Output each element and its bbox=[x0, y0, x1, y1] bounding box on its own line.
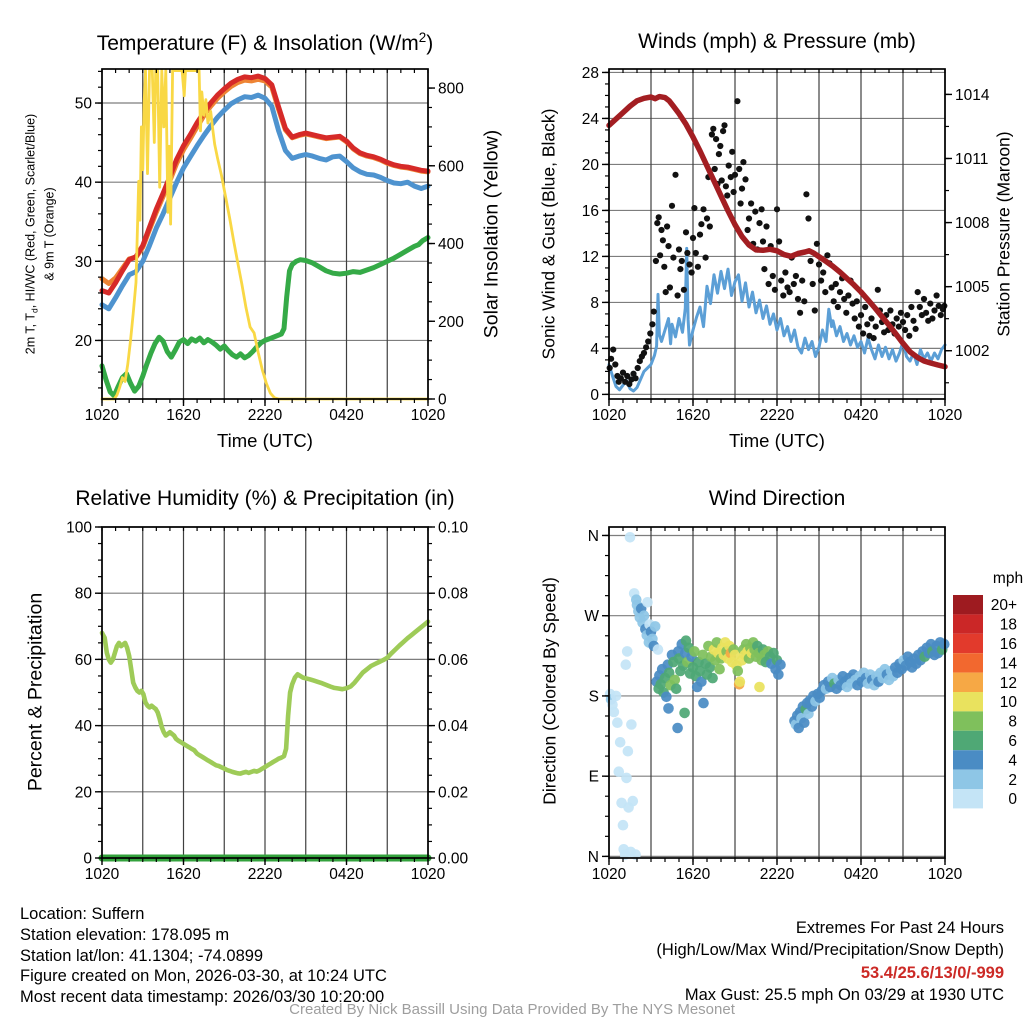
tick-label: 50 bbox=[74, 95, 92, 113]
humidity-panel-title: Relative Humidity (%) & Precipitation (in) bbox=[75, 487, 455, 510]
tick-label: 1620 bbox=[675, 407, 711, 424]
tick-label: 1005 bbox=[955, 279, 990, 297]
wind-direction-panel bbox=[584, 527, 962, 883]
tick-label: 8 bbox=[1008, 713, 1017, 731]
legend-title: mph bbox=[992, 570, 1024, 587]
tick-label: 30 bbox=[74, 253, 92, 271]
attribution: Created By Nick Bassill Using Data Provided By The NYS Mesonet bbox=[289, 1001, 735, 1018]
temperature-x-axis-label: Time (UTC) bbox=[217, 430, 313, 451]
tick-label: 1011 bbox=[955, 150, 989, 168]
tick-label: 1020 bbox=[591, 407, 627, 424]
tick-label: 1020 bbox=[927, 407, 963, 424]
tick-label: 40 bbox=[74, 174, 92, 192]
tick-label: 200 bbox=[438, 313, 464, 331]
temperature-y-axis-label bbox=[23, 114, 56, 354]
tick-label: 1020 bbox=[84, 407, 120, 424]
extremes-heading: Extremes For Past 24 Hours bbox=[795, 919, 1004, 937]
tick-label: 0 bbox=[438, 391, 447, 409]
tick-label: 1620 bbox=[675, 866, 711, 883]
tick-label: 0.02 bbox=[438, 784, 469, 802]
tick-label: 1008 bbox=[955, 215, 990, 233]
direction-panel-title: Wind Direction bbox=[708, 487, 846, 510]
tick-label: 2220 bbox=[759, 407, 795, 424]
tick-label: 600 bbox=[438, 158, 464, 176]
direction-y-axis-label: Direction (Colored By Speed) bbox=[539, 577, 560, 805]
tick-label: 0420 bbox=[843, 407, 879, 424]
recent-data-timestamp: Most recent data timestamp: 2026/03/30 10:20:00 bbox=[20, 988, 385, 1007]
humidity-precip-panel bbox=[66, 520, 468, 884]
tick-label: 16 bbox=[999, 636, 1017, 653]
tick-label: 2 bbox=[1008, 771, 1017, 789]
extremes-subheading: (High/Low/Max Wind/Precipitation/Snow Depth) bbox=[656, 941, 1004, 960]
tick-label: 1020 bbox=[84, 866, 120, 883]
temperature-title-text: Temperature (F) & Insolation (W/m bbox=[96, 32, 419, 55]
extremes-info bbox=[656, 917, 1004, 1006]
speed-colorbar bbox=[953, 595, 1017, 808]
tick-label: N bbox=[587, 848, 599, 866]
tick-label: 40 bbox=[74, 718, 92, 736]
max-gust-text: Max Gust: 25.5 mph On 03/29 at 1930 UTC bbox=[684, 985, 1004, 1004]
tick-label: 1020 bbox=[591, 866, 627, 883]
tick-label: 1002 bbox=[955, 343, 990, 361]
winds-pressure-panel bbox=[582, 65, 990, 424]
tick-label: 20+ bbox=[990, 597, 1017, 615]
tick-label: 18 bbox=[999, 616, 1017, 634]
tick-label: 20 bbox=[74, 332, 92, 350]
tick-label: 2220 bbox=[247, 866, 283, 883]
tick-label: 0.00 bbox=[438, 850, 469, 868]
tick-label: 4 bbox=[1008, 752, 1017, 770]
tick-label: 60 bbox=[74, 651, 92, 669]
tick-label: 1014 bbox=[955, 86, 990, 104]
figure-created-timestamp: Figure created on Mon, 2026-03-30, at 10:24 UTC bbox=[20, 967, 387, 986]
extremes-values: 53.4/25.6/13/0/-999 bbox=[860, 963, 1004, 982]
tick-label: 0.06 bbox=[438, 651, 469, 669]
tick-label: 100 bbox=[66, 519, 92, 537]
station-elevation: Station elevation: 178.095 m bbox=[20, 925, 230, 944]
station-location: Location: Suffern bbox=[20, 905, 145, 923]
station-info bbox=[20, 904, 387, 1008]
pressure-y-axis-label: Station Pressure (Maroon) bbox=[993, 131, 1014, 337]
tick-label: 0420 bbox=[329, 407, 364, 424]
tick-label: 80 bbox=[74, 585, 92, 603]
tick-label: 1620 bbox=[166, 866, 201, 883]
temperature-insolation-panel bbox=[75, 69, 464, 424]
temperature-y-axis-line1: 2m T, $T_d$, HI/WC (Red, Green, Scarlet/Blue) bbox=[23, 113, 40, 355]
tick-label: 12 bbox=[999, 674, 1017, 692]
winds-y-axis-label: Sonic Wind & Gust (Blue, Black) bbox=[538, 108, 559, 360]
tick-label: 0420 bbox=[843, 866, 879, 883]
winds-panel-title: Winds (mph) & Pressure (mb) bbox=[638, 30, 916, 53]
tick-label: 0.10 bbox=[438, 519, 469, 537]
tick-label: 20 bbox=[581, 156, 599, 174]
station-latlon: Station lat/lon: 41.1304; -74.0899 bbox=[20, 946, 264, 965]
tick-label: 28 bbox=[581, 64, 599, 82]
tick-label: 0.04 bbox=[438, 718, 469, 736]
temperature-title-close: ) bbox=[426, 32, 434, 55]
tick-label: 2220 bbox=[247, 407, 283, 424]
tick-label: 400 bbox=[438, 236, 464, 254]
tick-label: 20 bbox=[74, 784, 92, 802]
tick-label: 12 bbox=[581, 248, 599, 266]
tick-label: 4 bbox=[590, 340, 599, 358]
tick-label: 1620 bbox=[166, 407, 201, 424]
tick-label: S bbox=[588, 688, 599, 706]
winds-x-axis-label: Time (UTC) bbox=[729, 430, 825, 451]
tick-label: E bbox=[588, 768, 599, 786]
tick-label: 1020 bbox=[927, 866, 963, 883]
tick-label: 0 bbox=[83, 850, 92, 868]
tick-label: 16 bbox=[581, 202, 599, 220]
tick-label: 0420 bbox=[329, 866, 364, 883]
tick-label: W bbox=[584, 608, 599, 626]
tick-label: 10 bbox=[999, 694, 1017, 712]
temperature-panel-title bbox=[97, 30, 434, 56]
temperature-y-axis-line2: & 9m T (Orange) bbox=[42, 187, 57, 281]
tick-label: 0 bbox=[590, 386, 599, 404]
tick-label: 1020 bbox=[410, 407, 446, 424]
tick-label: 0.08 bbox=[438, 585, 469, 603]
insolation-y-axis-label: Solar Insolation (Yellow) bbox=[480, 129, 503, 339]
tick-label: 0 bbox=[1008, 791, 1017, 809]
tick-label: 14 bbox=[999, 655, 1017, 673]
temperature-title-sup: 2 bbox=[418, 30, 427, 45]
tick-label: N bbox=[587, 527, 599, 545]
tick-label: 6 bbox=[1008, 733, 1017, 750]
humidity-y-axis-label: Percent & Precipitation bbox=[24, 592, 47, 792]
tick-label: 2220 bbox=[759, 866, 795, 883]
tick-label: 24 bbox=[581, 110, 599, 128]
tick-label: 1020 bbox=[410, 866, 446, 883]
tick-label: 800 bbox=[438, 80, 464, 98]
tick-label: 8 bbox=[590, 294, 599, 312]
